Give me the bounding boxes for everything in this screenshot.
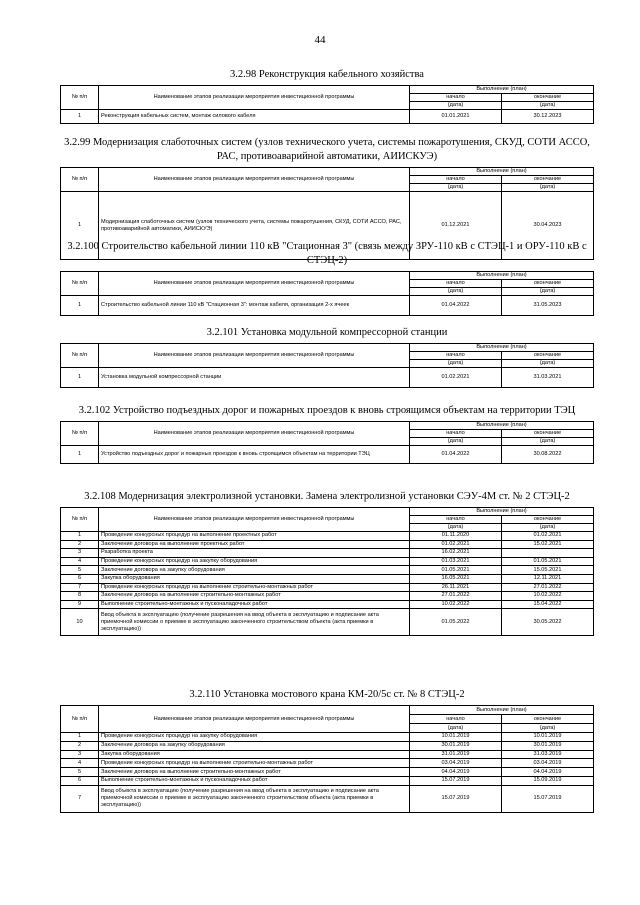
col-header-date: (дата) xyxy=(410,438,502,446)
row-number: 2 xyxy=(61,540,99,549)
col-header-start: начало xyxy=(410,430,502,438)
table-row xyxy=(61,583,594,592)
col-header-end: окончание xyxy=(502,352,594,360)
row-number: 1 xyxy=(61,733,99,742)
col-header-date: (дата) xyxy=(410,524,502,532)
row-number: 4 xyxy=(61,557,99,566)
col-header-end: окончание xyxy=(502,280,594,288)
stage-name: Проведение конкурсных процедур на выполнение строительно-монтажных работ xyxy=(99,759,410,768)
row-number: 1 xyxy=(61,368,99,388)
row-number: 1 xyxy=(61,192,99,260)
end-date: 01.05.2021 xyxy=(502,557,594,566)
col-header-date: (дата) xyxy=(502,438,594,446)
section-3-2-110 xyxy=(60,688,594,813)
end-date: 15.09.2019 xyxy=(502,776,594,785)
col-header-end: окончание xyxy=(502,94,594,102)
row-number: 6 xyxy=(61,776,99,785)
stage-name: Проведение конкурсных процедур на выполнение строительно-монтажных работ xyxy=(99,583,410,592)
col-header-name: Наименование этапов реализации мероприятия инвестиционной программы xyxy=(99,422,410,446)
table-row xyxy=(61,600,594,609)
col-header-num: № п/п xyxy=(61,344,99,368)
stage-name: Заключение договора на выполнение строительно-монтажных работ xyxy=(99,592,410,601)
schedule-table xyxy=(60,507,594,636)
col-header-date: (дата) xyxy=(410,724,502,733)
row-number: 1 xyxy=(61,296,99,316)
col-header-date: (дата) xyxy=(502,184,594,192)
end-date xyxy=(502,549,594,558)
stage-name: Модернизация слаботочных систем (узлов технического учета, системы пожаротушения, СКУД, СОТИ АССО, РАС, противоаварийной автоматики, АИИСКУЭ) xyxy=(99,192,410,260)
end-date: 15.02.2021 xyxy=(502,540,594,549)
start-date: 01.05.2022 xyxy=(410,609,502,636)
col-header-exec: Выполнение (план) xyxy=(410,508,594,516)
table-row xyxy=(61,368,594,388)
table-row xyxy=(61,557,594,566)
table-row xyxy=(61,733,594,742)
schedule-table xyxy=(60,85,594,124)
table-row xyxy=(61,750,594,759)
stage-name: Проведение конкурсных процедур на выполнение проектных работ xyxy=(99,532,410,541)
col-header-exec: Выполнение (план) xyxy=(410,272,594,280)
col-header-date: (дата) xyxy=(410,184,502,192)
col-header-num: № п/п xyxy=(61,422,99,446)
row-number: 2 xyxy=(61,741,99,750)
start-date: 01.02.2021 xyxy=(410,540,502,549)
section-3-2-101 xyxy=(60,326,594,388)
end-date: 15.07.2019 xyxy=(502,785,594,812)
start-date: 01.01.2021 xyxy=(410,110,502,124)
table-row xyxy=(61,592,594,601)
section-title: 3.2.100 Строительство кабельной линии 110 кВ "Стационная 3" (связь между ЗРУ-110 кВ с СТЭЦ-1 и ОРУ-110 кВ с СТЭЦ-2) xyxy=(67,241,587,266)
col-header-start: начало xyxy=(410,516,502,524)
start-date: 01.12.2021 xyxy=(410,192,502,260)
col-header-exec: Выполнение (план) xyxy=(410,422,594,430)
start-date: 04.04.2019 xyxy=(410,768,502,777)
end-date: 30.04.2023 xyxy=(502,192,594,260)
start-date: 10.02.2022 xyxy=(410,600,502,609)
table-row xyxy=(61,776,594,785)
col-header-date: (дата) xyxy=(502,288,594,296)
end-date: 30.05.2022 xyxy=(502,609,594,636)
col-header-name: Наименование этапов реализации мероприятия инвестиционной программы xyxy=(99,344,410,368)
start-date: 01.02.2021 xyxy=(410,368,502,388)
section-3-2-98 xyxy=(60,68,594,124)
stage-name: Реконструкция кабельных систем, монтаж силового кабеля xyxy=(99,110,410,124)
end-date: 30.01.2019 xyxy=(502,741,594,750)
col-header-date: (дата) xyxy=(502,102,594,110)
end-date: 04.04.2019 xyxy=(502,768,594,777)
start-date: 01.04.2022 xyxy=(410,296,502,316)
stage-name: Заключение договора на закупку оборудования xyxy=(99,741,410,750)
stage-name: Закупка оборудования xyxy=(99,750,410,759)
col-header-start: начало xyxy=(410,176,502,184)
row-number: 5 xyxy=(61,768,99,777)
table-row xyxy=(61,549,594,558)
section-title: 3.2.102 Устройство подъездных дорог и пожарных проездов к вновь строящимся объектам на территории ТЭЦ xyxy=(78,405,576,416)
col-header-exec: Выполнение (план) xyxy=(410,706,594,715)
section-title: 3.2.99 Модернизация слаботочных систем (узлов технического учета, системы пожаротушения, СКУД, СОТИ АССО, РАС, противоаварийной автоматики, АИИСКУЭ) xyxy=(64,137,590,162)
table-row xyxy=(61,540,594,549)
end-date: 15.04.2022 xyxy=(502,600,594,609)
section-title: 3.2.101 Установка модульной компрессорной станции xyxy=(206,327,448,338)
end-date: 01.02.2021 xyxy=(502,532,594,541)
col-header-end: окончание xyxy=(502,430,594,438)
col-header-name: Наименование этапов реализации мероприятия инвестиционной программы xyxy=(99,508,410,532)
row-number: 1 xyxy=(61,110,99,124)
col-header-date: (дата) xyxy=(502,524,594,532)
stage-name: Проведение конкурсных процедур на закупку оборудования xyxy=(99,557,410,566)
section-3-2-102 xyxy=(60,404,594,464)
row-number: 1 xyxy=(61,532,99,541)
table-row xyxy=(61,741,594,750)
end-date: 15.05.2021 xyxy=(502,566,594,575)
stage-name: Заключение договора на выполнение проектных работ xyxy=(99,540,410,549)
schedule-table xyxy=(60,271,594,316)
start-date: 27.01.2022 xyxy=(410,592,502,601)
start-date: 01.03.2021 xyxy=(410,557,502,566)
row-number: 7 xyxy=(61,785,99,812)
schedule-table xyxy=(60,421,594,464)
table-row xyxy=(61,446,594,464)
col-header-start: начало xyxy=(410,280,502,288)
table-row xyxy=(61,296,594,316)
table-row xyxy=(61,566,594,575)
table-row xyxy=(61,532,594,541)
table-row xyxy=(61,110,594,124)
stage-name: Заключение договора на закупку оборудования xyxy=(99,566,410,575)
row-number: 6 xyxy=(61,574,99,583)
stage-name: Устройство подъездных дорог и пожарных проездов к вновь строящимся объектам на территории ТЭЦ xyxy=(99,446,410,464)
row-number: 9 xyxy=(61,600,99,609)
col-header-name: Наименование этапов реализации мероприятия инвестиционной программы xyxy=(99,706,410,733)
stage-name: Проведение конкурсных процедур на закупку оборудования xyxy=(99,733,410,742)
table-row xyxy=(61,768,594,777)
col-header-exec: Выполнение (план) xyxy=(410,168,594,176)
row-number: 3 xyxy=(61,750,99,759)
table-row xyxy=(61,609,594,636)
row-number: 10 xyxy=(61,609,99,636)
end-date: 10.02.2022 xyxy=(502,592,594,601)
stage-name: Ввод объекта в эксплуатацию (получение разрешения на ввод объекта в эксплуатацию и подписание акта приемочной комиссии о приемке в эксплуатацию законченного строительством объекта (акта приемки в эксплуатацию)) xyxy=(99,609,410,636)
end-date: 31.03.2021 xyxy=(502,368,594,388)
row-number: 7 xyxy=(61,583,99,592)
stage-name: Закупка оборудования xyxy=(99,574,410,583)
start-date: 03.04.2019 xyxy=(410,759,502,768)
section-title: 3.2.108 Модернизация электролизной установки. Замена электролизной установки СЭУ-4М ст. № 2 СТЭЦ-2 xyxy=(84,491,570,502)
start-date: 01.11.2020 xyxy=(410,532,502,541)
col-header-num: № п/п xyxy=(61,168,99,192)
row-number: 4 xyxy=(61,759,99,768)
schedule-table xyxy=(60,343,594,388)
col-header-start: начало xyxy=(410,715,502,724)
col-header-start: начало xyxy=(410,352,502,360)
end-date: 30.08.2022 xyxy=(502,446,594,464)
col-header-date: (дата) xyxy=(410,102,502,110)
table-row xyxy=(61,759,594,768)
row-number: 8 xyxy=(61,592,99,601)
col-header-exec: Выполнение (план) xyxy=(410,86,594,94)
section-title: 3.2.98 Реконструкция кабельного хозяйства xyxy=(230,69,424,80)
col-header-start: начало xyxy=(410,94,502,102)
end-date: 31.03.2019 xyxy=(502,750,594,759)
schedule-table xyxy=(60,705,594,813)
col-header-num: № п/п xyxy=(61,508,99,532)
section-3-2-100 xyxy=(60,240,594,316)
stage-name: Заключение договора на выполнение строительно-монтажных работ xyxy=(99,768,410,777)
col-header-num: № п/п xyxy=(61,272,99,296)
col-header-exec: Выполнение (план) xyxy=(410,344,594,352)
start-date: 16.02.2021 xyxy=(410,549,502,558)
start-date: 16.05.2021 xyxy=(410,574,502,583)
stage-name: Установка модульной компрессорной станции xyxy=(99,368,410,388)
stage-name: Разработка проекта xyxy=(99,549,410,558)
start-date: 01.04.2022 xyxy=(410,446,502,464)
table-row xyxy=(61,574,594,583)
start-date: 01.05.2021 xyxy=(410,566,502,575)
start-date: 31.01.2019 xyxy=(410,750,502,759)
col-header-end: окончание xyxy=(502,176,594,184)
col-header-name: Наименование этапов реализации мероприятия инвестиционной программы xyxy=(99,86,410,110)
col-header-date: (дата) xyxy=(502,360,594,368)
end-date: 31.05.2023 xyxy=(502,296,594,316)
section-3-2-108 xyxy=(60,490,594,636)
end-date: 30.12.2023 xyxy=(502,110,594,124)
col-header-date: (дата) xyxy=(502,724,594,733)
end-date: 27.01.2022 xyxy=(502,583,594,592)
stage-name: Строительство кабельной линии 110 кВ "Стационная 3": монтаж кабеля, организация 2-х ячеек xyxy=(99,296,410,316)
col-header-end: окончание xyxy=(502,715,594,724)
col-header-name: Наименование этапов реализации мероприятия инвестиционной программы xyxy=(99,272,410,296)
row-number: 1 xyxy=(61,446,99,464)
start-date: 15.07.2019 xyxy=(410,776,502,785)
start-date: 26.11.2021 xyxy=(410,583,502,592)
col-header-num: № п/п xyxy=(61,86,99,110)
table-row xyxy=(61,785,594,812)
page-number: 44 xyxy=(314,34,326,46)
col-header-date: (дата) xyxy=(410,360,502,368)
row-number: 3 xyxy=(61,549,99,558)
col-header-num: № п/п xyxy=(61,706,99,733)
end-date: 03.04.2019 xyxy=(502,759,594,768)
start-date: 30.01.2019 xyxy=(410,741,502,750)
end-date: 12.11.2021 xyxy=(502,574,594,583)
section-title: 3.2.110 Установка мостового крана КМ-20/5с ст. № 8 СТЭЦ-2 xyxy=(189,689,465,700)
col-header-name: Наименование этапов реализации мероприятия инвестиционной программы xyxy=(99,168,410,192)
row-number: 5 xyxy=(61,566,99,575)
start-date: 15.07.2019 xyxy=(410,785,502,812)
start-date: 10.01.2019 xyxy=(410,733,502,742)
stage-name: Выполнение строительно-монтажных и пусконаладочных работ xyxy=(99,600,410,609)
stage-name: Ввод объекта в эксплуатацию (получение разрешения на ввод объекта в эксплуатацию и подписание акта приемочной комиссии о приемке в эксплуатацию законченного строительством объекта (акта приемки в эксплуатацию)) xyxy=(99,785,410,812)
stage-name: Выполнение строительно-монтажных и пусконаладочных работ xyxy=(99,776,410,785)
col-header-end: окончание xyxy=(502,516,594,524)
col-header-date: (дата) xyxy=(410,288,502,296)
end-date: 10.01.2019 xyxy=(502,733,594,742)
